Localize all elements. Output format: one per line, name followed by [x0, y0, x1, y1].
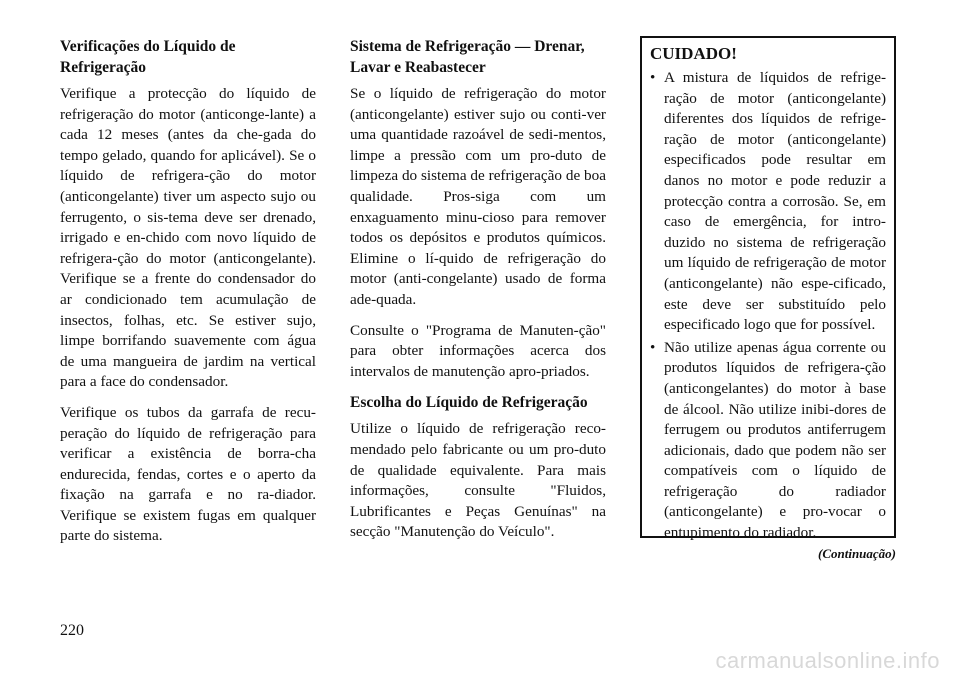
section-heading-drain-flush: Sistema de Refrigeração — Drenar, Lavar e Reabastecer [350, 38, 585, 76]
caution-title: CUIDADO! [650, 44, 737, 63]
bullet-icon: • [650, 69, 656, 86]
caution-item [650, 68, 886, 336]
column-middle [350, 36, 606, 553]
paragraph-coolant-protection: Verifique a protecção do líquido de refrigeração do motor (anticonge-lante) a cada 12 meses (antes da che-gada do tempo gelado, quando for aplicável). Se o líquido de refrigera-ção do motor (anticongelante) tiver um aspecto sujo ou ferrugento, o sis-tema deve ser drenado, irrigado e en-chido com novo líquido de refrigera-ção do motor (anticongelante). Verifique se a frente do condensador do ar condicionado tem acumulação de insectos, folhas, etc. Se estiver sujo, limpe borrifando suavemente com água de uma mangueira de jardim na vertical para a face do condensador. [60, 85, 316, 391]
paragraph-maintenance-schedule: Consulte o "Programa de Manuten-ção" para obter informações acerca dos intervalos de manutenção apro-priados. [350, 321, 606, 380]
caution-list [650, 68, 886, 544]
caution-item-text: Não utilize apenas água corrente ou produtos líquidos de refrigera-ção (anticongelantes) do motor à base de álcool. Não utilize inibi-dores de ferrugem ou produtos antiferrugem adicionais, dado que podem não ser compatíveis com o líquido de refrigeração do radiador (anticongelante) e pro-vocar o entupimento do radiador. [664, 338, 886, 542]
continuation-note: (Continuação) [817, 546, 896, 561]
page-number: 220 [60, 622, 84, 639]
caution-box [640, 36, 896, 542]
column-left [60, 36, 316, 557]
section-heading-coolant-checks: Verificações do Líquido de Refrigeração [60, 38, 236, 76]
caution-item-text: A mistura de líquidos de refrige-ração de motor (anticongelante) diferentes dos líquidos de refrige-ração de motor (anticongelante) especificados pode resultar em danos no motor e pode reduzir a protecção contra a corrosão. Se, em caso de emergência, for intro-duzido no sistema de refrigeração um líquido de refrigeração de motor (anticongelante) não espe-cificado, este deve ser substituído pelo especificado logo que for possível. [664, 69, 886, 334]
bullet-icon: • [650, 338, 656, 356]
section-heading-coolant-selection: Escolha do Líquido de Refrigeração [350, 394, 588, 412]
paragraph-drain-flush: Se o líquido de refrigeração do motor (anticongelante) estiver sujo ou conti-ver uma quantidade razoável de sedi-mentos, limpe a pressão com um pro-duto de limpeza do sistema de refrigeração de boa qualidade. Pros-siga com um enxaguamento minu-cioso para remover todos os depósitos e produtos químicos. Elimine o lí-quido de refrigeração do motor (anti-congelante) usado de forma ade-quada. [350, 85, 606, 308]
paragraph-coolant-selection: Utilize o líquido de refrigeração reco-mendado pelo fabricante ou um pro-duto de qualidade equivalente. Para mais informações, consulte "Fluidos, Lubrificantes e Peças Genuínas" na secção "Manutenção do Veículo". [350, 420, 606, 541]
paragraph-recovery-hoses: Verifique os tubos da garrafa de recu-peração do líquido de refrigeração para verificar a existência de borra-cha endurecida, fendas, cortes e o aperto da fixação na garrafa e no ra-diador. Verifique se existem fugas em qualquer parte do sistema. [60, 403, 316, 545]
caution-item [650, 338, 886, 544]
watermark: carmanualsonline.info [715, 648, 940, 673]
